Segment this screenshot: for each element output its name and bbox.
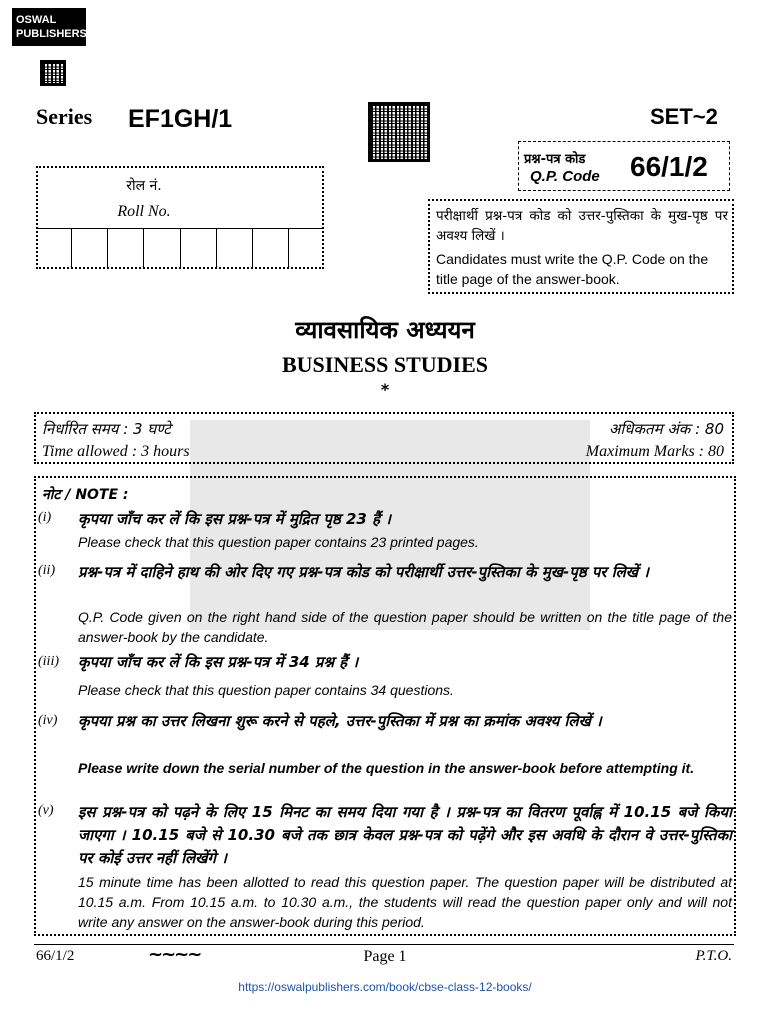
subject-title-english: BUSINESS STUDIES xyxy=(281,352,489,377)
candidate-note-english: Candidates must write the Q.P. Code on the title page of the answer-book. xyxy=(436,251,709,287)
candidate-note-hindi: परीक्षार्थी प्रश्न-पत्र कोड को उत्तर-पुस्तिका के मुख-पृष्ठ पर अवश्य लिखें । xyxy=(436,208,728,244)
qp-code-value: 66/1/2 xyxy=(630,151,708,182)
qp-label-english: Q.P. Code xyxy=(530,168,600,185)
footer-pto: P.T.O. xyxy=(695,948,732,964)
footer-tilde: ~~~~ xyxy=(148,944,201,965)
time-allowed-english: Time allowed : 3 hours xyxy=(42,443,190,460)
roll-cell[interactable] xyxy=(217,228,253,269)
roll-cell[interactable] xyxy=(181,228,217,269)
footer-divider xyxy=(34,944,734,945)
roll-cell[interactable] xyxy=(144,228,180,269)
max-marks-hindi: अधिकतम अंक : 80 xyxy=(608,420,724,438)
roll-cell[interactable] xyxy=(289,228,324,269)
roll-cell[interactable] xyxy=(36,228,72,269)
series-label: Series xyxy=(36,104,93,129)
roll-label-hindi: रोल नं. xyxy=(126,178,162,194)
max-marks-english: Maximum Marks : 80 xyxy=(585,443,724,460)
time-allowed-hindi: निर्धारित समय : 3 घण्टे xyxy=(42,420,171,438)
roll-cell[interactable] xyxy=(108,228,144,269)
note-english: 15 minute time has been allotted to read this question paper. The question paper will be distributed at 10.15 a.m. From 10.15 a.m. to 10.30 a.m., the students will read the question paper only and will not write any answer on the answer-book during this period. xyxy=(78,874,732,930)
note-hindi: प्रश्न-पत्र में दाहिने हाथ की ओर दिए गए प्रश्न-पत्र कोड को परीक्षार्थी उत्तर-पुस्तिका के मुख-पृष्ठ पर लिखें । xyxy=(78,563,649,581)
note-english: Please check that this question paper contains 34 questions. xyxy=(78,682,454,698)
logo-line-1: OSWAL xyxy=(16,14,57,26)
note-number: (ii) xyxy=(38,563,56,578)
logo-line-2: PUBLISHERS xyxy=(16,28,87,40)
subject-title-hindi: व्यावसायिक अध्ययन xyxy=(295,316,475,344)
qp-label-hindi: प्रश्न-पत्र कोड xyxy=(524,152,586,167)
roll-label-english: Roll No. xyxy=(117,203,171,220)
footer-url-link[interactable]: https://oswalpublishers.com/book/cbse-class-12-books/ xyxy=(238,980,532,994)
note-number: (v) xyxy=(38,803,54,818)
footer-page-number: Page 1 xyxy=(363,948,407,965)
note-title: नोट / NOTE : xyxy=(42,487,129,503)
qr-code-icon xyxy=(368,102,430,162)
subject-star: * xyxy=(380,380,390,399)
note-english: Please check that this question paper contains 23 printed pages. xyxy=(78,534,479,550)
small-qr-code-icon xyxy=(40,60,66,86)
footer-paper-code: 66/1/2 xyxy=(36,948,75,964)
note-hindi: कृपया प्रश्न का उत्तर लिखना शुरू करने से पहले, उत्तर-पुस्तिका में प्रश्न का क्रमांक अवश्य लिखें । xyxy=(78,712,602,730)
note-english: Please write down the serial number of the question in the answer-book before attempting it. xyxy=(78,760,695,776)
note-number: (iv) xyxy=(38,713,58,728)
note-hindi: कृपया जाँच कर लें कि इस प्रश्न-पत्र में मुद्रित पृष्ठ 23 हैं । xyxy=(78,510,391,528)
note-number: (iii) xyxy=(38,654,59,669)
series-code: EF1GH/1 xyxy=(128,105,233,133)
publisher-logo xyxy=(12,8,86,46)
note-number: (i) xyxy=(38,510,52,525)
roll-number-cells[interactable] xyxy=(36,228,324,269)
set-number: SET~2 xyxy=(650,104,718,129)
note-english: Q.P. Code given on the right hand side of the question paper should be written on the title page of the answer-book by the candidate. xyxy=(78,609,732,645)
roll-cell[interactable] xyxy=(253,228,289,269)
note-hindi: कृपया जाँच कर लें कि इस प्रश्न-पत्र में 34 प्रश्न हैं । xyxy=(78,653,359,671)
note-hindi: इस प्रश्न-पत्र को पढ़ने के लिए 15 मिनट का समय दिया गया है । प्रश्न-पत्र का वितरण पूर्वाह्न में 10.15 बजे किया जाएगा । 10.15 बजे से 10.30 बजे तक छात्र केवल प्रश्न-पत्र को पढ़ेंगे और इस अवधि के दौरान वे उत्तर-पुस्तिका पर कोई उत्तर नहीं लिखेंगे । xyxy=(78,803,732,867)
roll-cell[interactable] xyxy=(72,228,108,269)
